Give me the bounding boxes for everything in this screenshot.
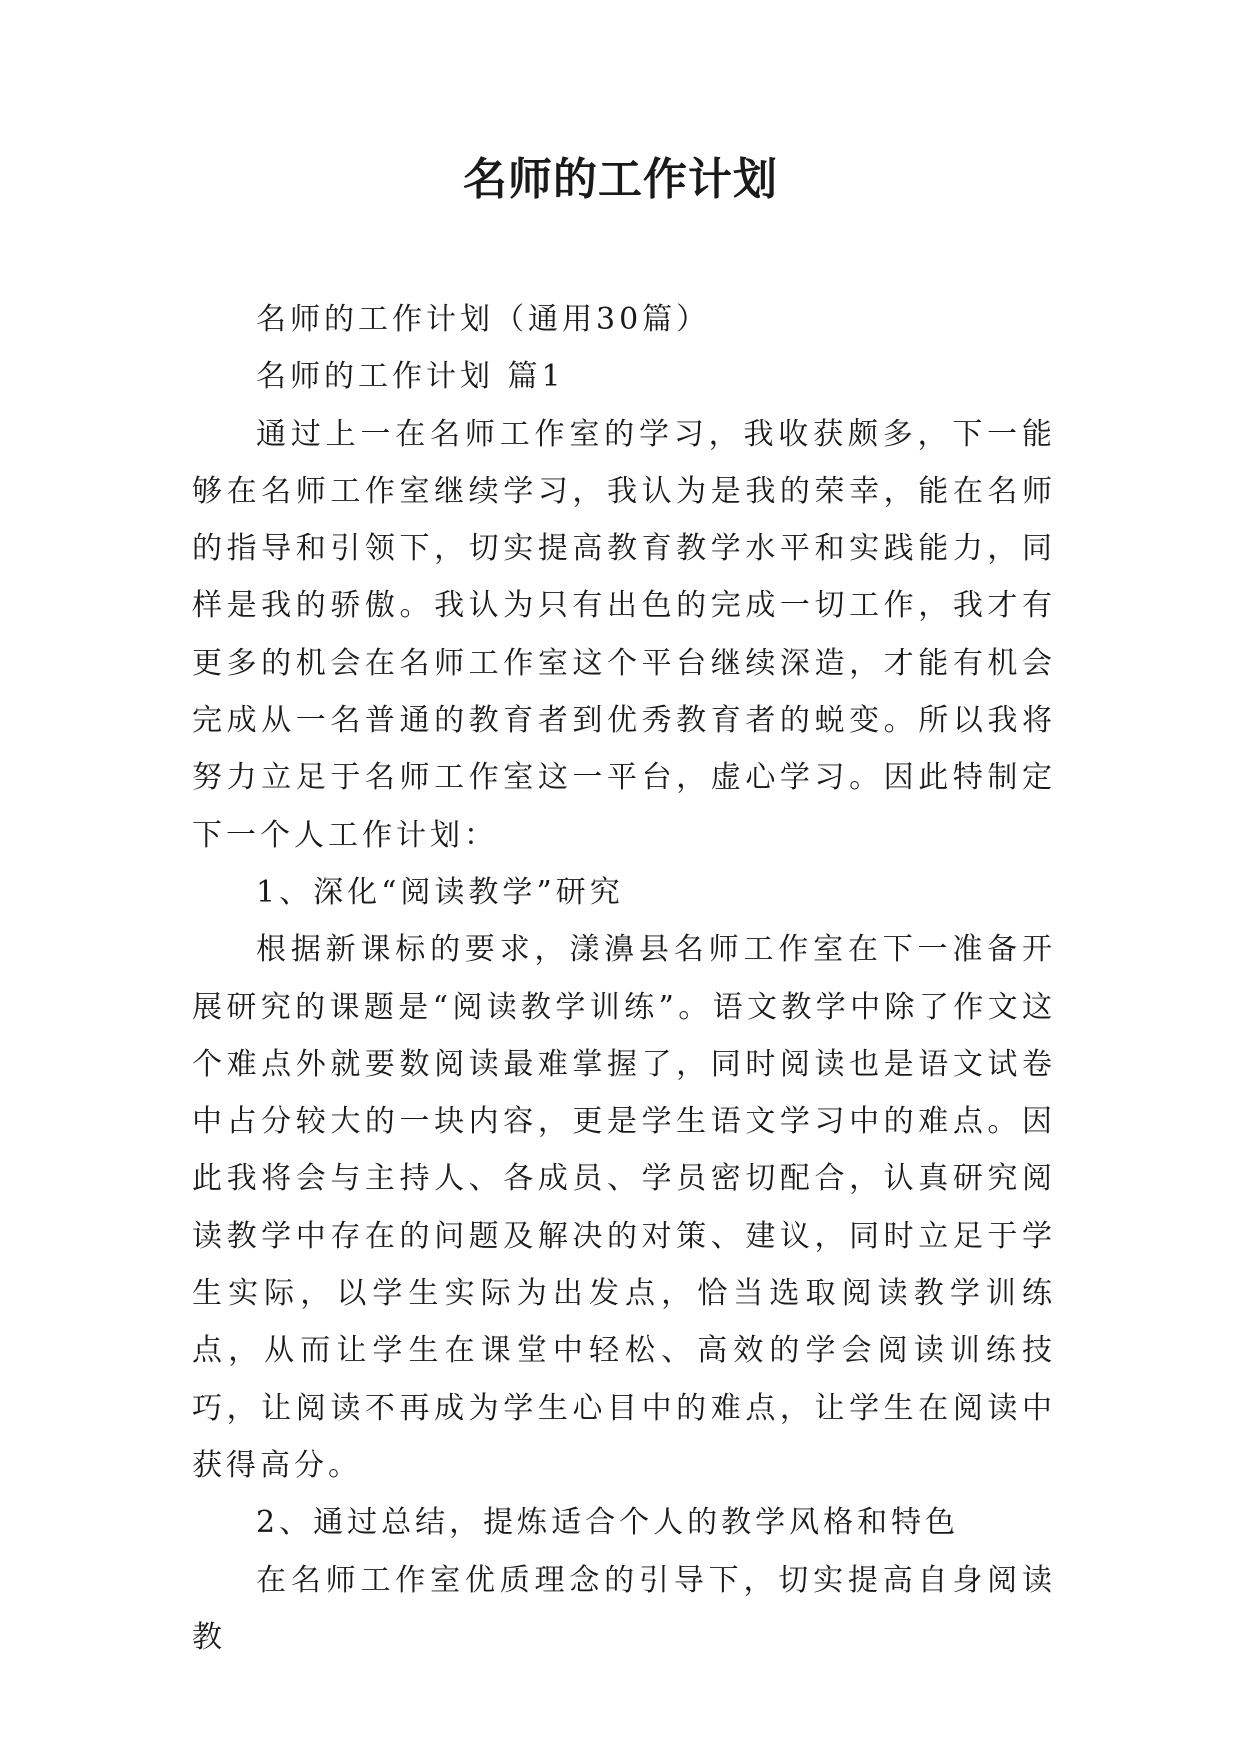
paragraph-section-heading: 名师的工作计划 篇1 xyxy=(256,359,565,395)
paragraph-subtitle: 名师的工作计划（通用30篇） xyxy=(256,302,711,337)
paragraph-heading-1: 1、深化“阅读教学”研究 xyxy=(256,874,624,910)
paragraph-intro: 通过上一在名师工作室的学习，我收获颇多，下一能够在名师工作室继续学习，我认为是我的荣幸，能在名师的指导和引领下，切实提高教育教学水平和实践能力，同样是我的骄傲。我认为只有出色的完成一切工作，我才有更多的机会在名师工作室这个平台继续深造，才能有机会完成从一名普通的教育者到优秀教育者的蜕变。所以我将努力立足于名师工作室这一平台，虚心学习。因此特制定下一个人工作计划： xyxy=(192,416,1056,853)
document-title: 名师的工作计划 xyxy=(463,154,778,205)
paragraph-heading-2: 2、通过总结，提炼适合个人的教学风格和特色 xyxy=(256,1505,960,1541)
paragraph-reading-research: 根据新课标的要求，漾濞县名师工作室在下一准备开展研究的课题是“阅读教学训练”。语文教学中除了作文这个难点外就要数阅读最难掌握了，同时阅读也是语文试卷中占分较大的一块内容，更是学生语文学习中的难点。因此我将会与主持人、各成员、学员密切配合，认真研究阅读教学中存在的问题及解决的对策、建议，同时立足于学生实际，以学生实际为出发点，恰当选取阅读教学训练点，从而让学生在课堂中轻松、高效的学会阅读训练技巧，让阅读不再成为学生心目中的难点，让学生在阅读中获得高分。 xyxy=(192,932,1056,1483)
paragraph-teaching-style: 在名师工作室优质理念的引导下，切实提高自身阅读教 xyxy=(192,1562,1056,1655)
document-body xyxy=(192,291,1056,1666)
